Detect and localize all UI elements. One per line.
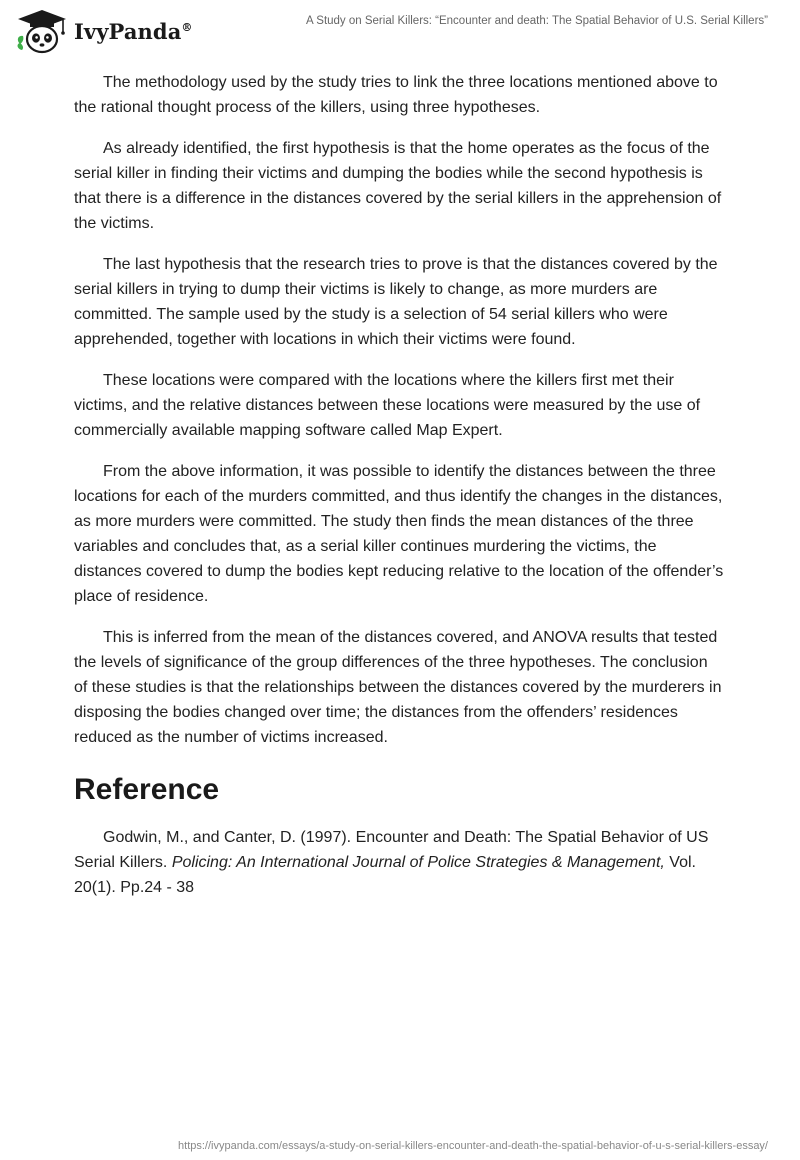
document-title: A Study on Serial Killers: “Encounter and death: The Spatial Behavior of U.S. Serial Killers”	[306, 15, 768, 27]
body-paragraph: As already identified, the first hypothesis is that the home operates as the focus of the serial killer in finding their victims and dumping the bodies while the second hypothesis is that there is a difference in the distances covered by the serial killers in the apprehension of the victims.	[74, 140, 722, 232]
source-url[interactable]: https://ivypanda.com/essays/a-study-on-serial-killers-encounter-and-death-the-spatial-behavior-of-u-s-serial-killers-essay/	[178, 1140, 768, 1152]
ivypanda-logo[interactable]	[14, 8, 204, 54]
body-paragraph: The methodology used by the study tries to link the three locations mentioned above to the rational thought process of the killers, using three hypotheses.	[74, 74, 718, 116]
body-paragraph: This is inferred from the mean of the distances covered, and ANOVA results that tested the levels of significance of the group differences of the three hypotheses. The conclusion of these studies is that the relationships between the distances covered by the murderers in disposing the bodies changed over time; the distances from the offenders’ residences reduced as the number of victims increased.	[74, 629, 722, 746]
panda-graduate-icon	[14, 8, 70, 54]
body-paragraph: These locations were compared with the locations where the killers first met their victims, and the relative distances between these locations were measured by the use of commercially available mapping software called Map Expert.	[74, 372, 701, 439]
journal-title: Policing: An International Journal of Police Strategies & Management,	[171, 854, 665, 871]
page-header	[0, 0, 800, 60]
reference-heading: Reference	[74, 773, 220, 806]
essay-content	[74, 70, 724, 916]
logo-wordmark: IvyPanda®	[74, 18, 193, 44]
body-paragraph: The last hypothesis that the research tries to prove is that the distances covered by the serial killers in trying to dump their victims is likely to change, as more murders are committed. The sample used by the study is a selection of 54 serial killers who were apprehended, together with locations in which their victims were found.	[74, 256, 718, 348]
body-paragraph: From the above information, it was possible to identify the distances between the three locations for each of the murders committed, and thus identify the changes in the distances, as more murders were committed. The study then finds the mean distances of the three variables and concludes that, as a serial killer continues murdering the victims, the distances covered to dump the bodies kept reducing relative to the location of the offender’s place of residence.	[74, 463, 724, 605]
reference-citation: Godwin, M., and Canter, D. (1997). Encounter and Death: The Spatial Behavior of US Serial Killers. Policing: An International Journal of Police Strategies & Management, Vol. 20(1). Pp.24 - 38	[74, 829, 709, 896]
reference-list	[74, 825, 724, 900]
